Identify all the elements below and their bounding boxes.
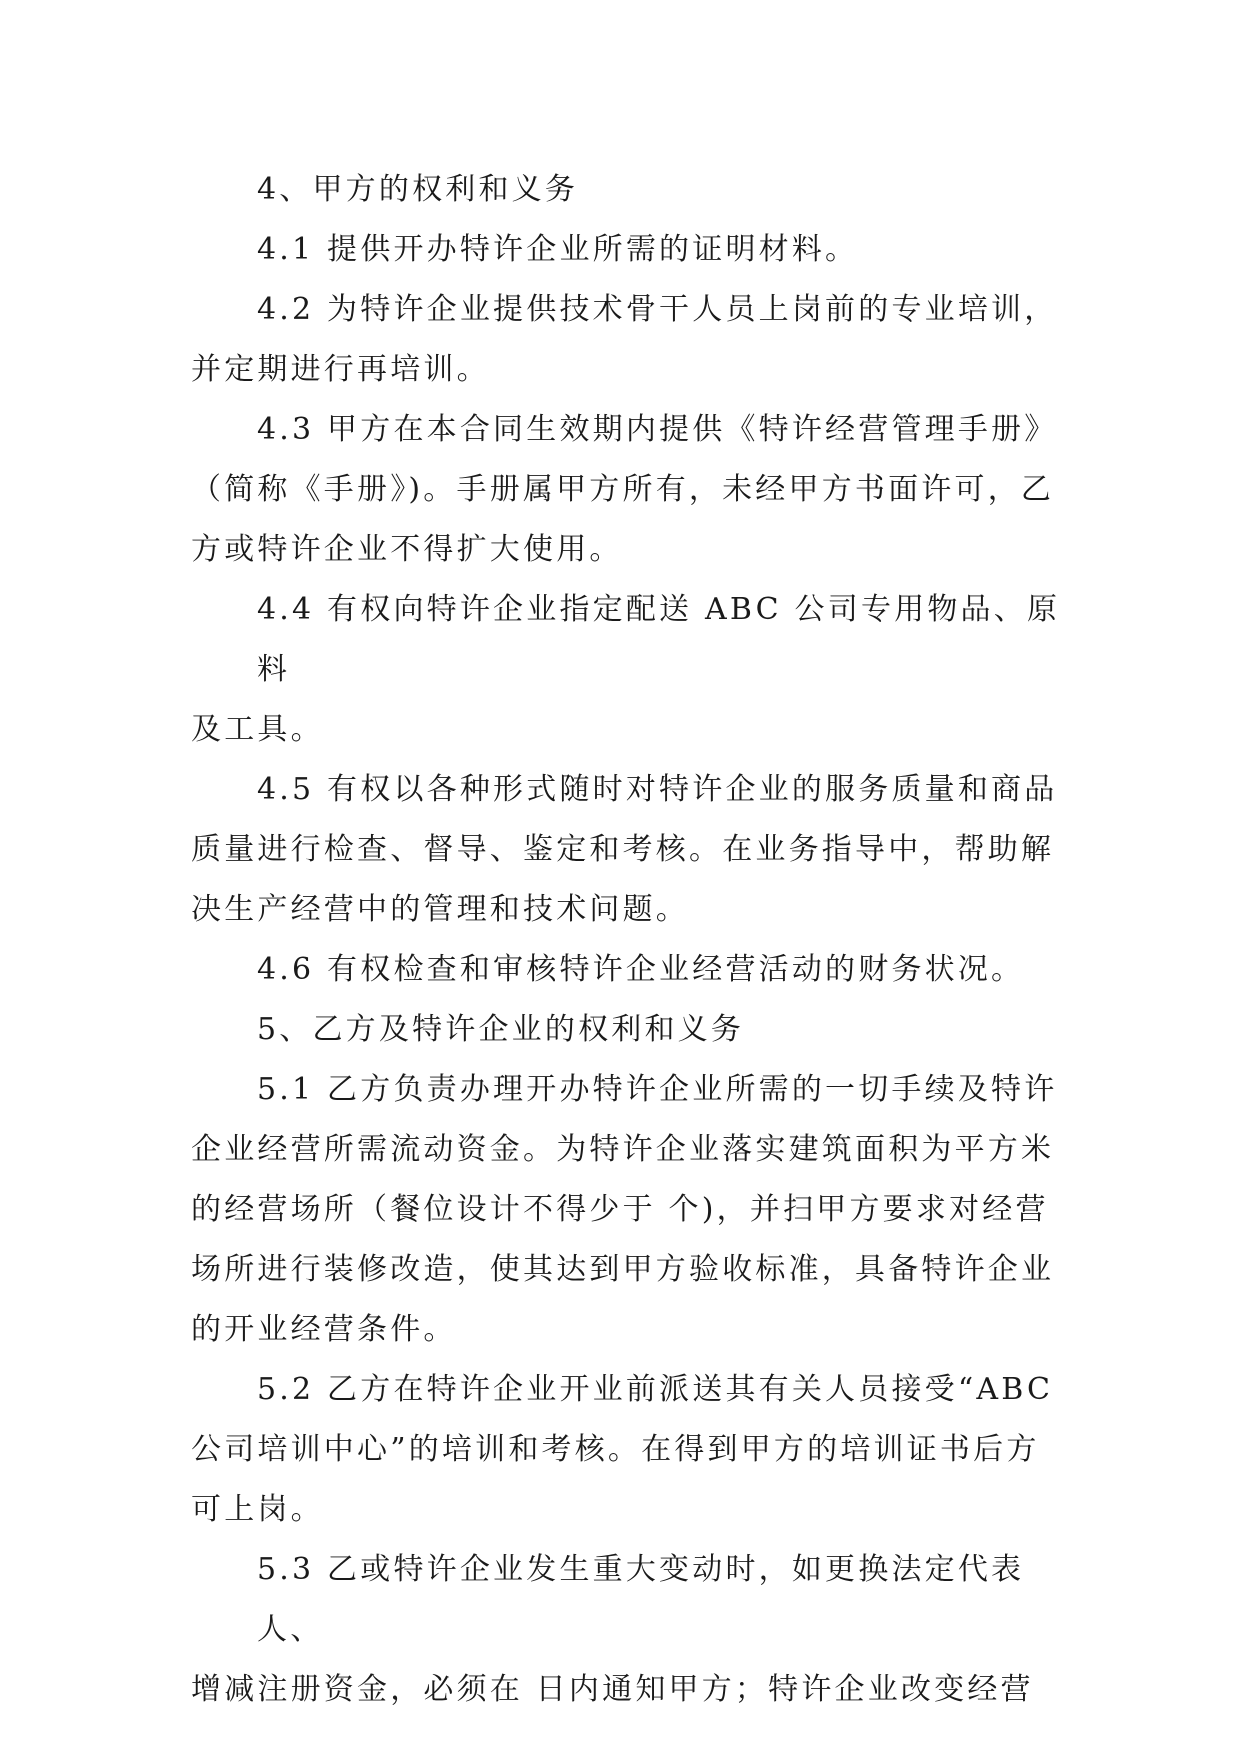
- clause-5-2-line-2: 公司培训中心”的培训和考核。在得到甲方的培训证书后方: [191, 1432, 1040, 1467]
- heading-5-rights-obligations-party-b: 5、乙方及特许企业的权利和义务: [257, 1012, 745, 1047]
- clause-4-2-line-1: 4.2 为特许企业提供技术骨干人员上岗前的专业培训，: [257, 292, 1058, 327]
- heading-4-rights-obligations-party-a: 4、甲方的权利和义务: [257, 172, 579, 207]
- clause-4-3-line-2: （简称《手册》)。手册属甲方所有，未经甲方书面许可，乙: [191, 472, 1055, 507]
- clause-4-5-line-1: 4.5 有权以各种形式随时对特许企业的服务质量和商品: [257, 772, 1058, 807]
- clause-4-4-line-2: 及工具。: [191, 712, 324, 747]
- clause-5-1-line-1: 5.1 乙方负责办理开办特许企业所需的一切手续及特许: [257, 1072, 1058, 1107]
- clause-5-3-line-2: 增减注册资金，必须在 日内通知甲方；特许企业改变经营: [191, 1672, 1034, 1707]
- clause-4-4-line-1: 4.4 有权向特许企业指定配送 ABC 公司专用物品、原料: [257, 592, 1061, 687]
- clause-4-5-line-2: 质量进行检查、督导、鉴定和考核。在业务指导中，帮助解: [191, 832, 1055, 867]
- clause-5-1-line-2: 企业经营所需流动资金。为特许企业落实建筑面积为平方米: [191, 1132, 1055, 1167]
- document-body: [191, 160, 1071, 1720]
- clause-5-3-line-1: 5.3 乙或特许企业发生重大变动时，如更换法定代表人、: [257, 1552, 1025, 1647]
- clause-5-1-line-5: 的开业经营条件。: [191, 1312, 457, 1347]
- clause-5-1-line-3: 的经营场所（餐位设计不得少于 个)，并扫甲方要求对经营: [191, 1192, 1049, 1227]
- clause-4-2-line-2: 并定期进行再培训。: [191, 352, 490, 387]
- clause-4-3-line-3: 方或特许企业不得扩大使用。: [191, 532, 623, 567]
- clause-5-2-line-3: 可上岗。: [191, 1492, 324, 1527]
- clause-5-2-line-1: 5.2 乙方在特许企业开业前派送其有关人员接受“ABC: [257, 1372, 1054, 1407]
- clause-4-6: 4.6 有权检查和审核特许企业经营活动的财务状况。: [257, 952, 1025, 987]
- clause-4-1: 4.1 提供开办特许企业所需的证明材料。: [257, 232, 859, 267]
- clause-4-3-line-1: 4.3 甲方在本合同生效期内提供《特许经营管理手册》: [257, 412, 1058, 447]
- clause-4-5-line-3: 决生产经营中的管理和技术问题。: [191, 892, 689, 927]
- clause-5-1-line-4: 场所进行装修改造，使其达到甲方验收标准，具备特许企业: [191, 1252, 1055, 1287]
